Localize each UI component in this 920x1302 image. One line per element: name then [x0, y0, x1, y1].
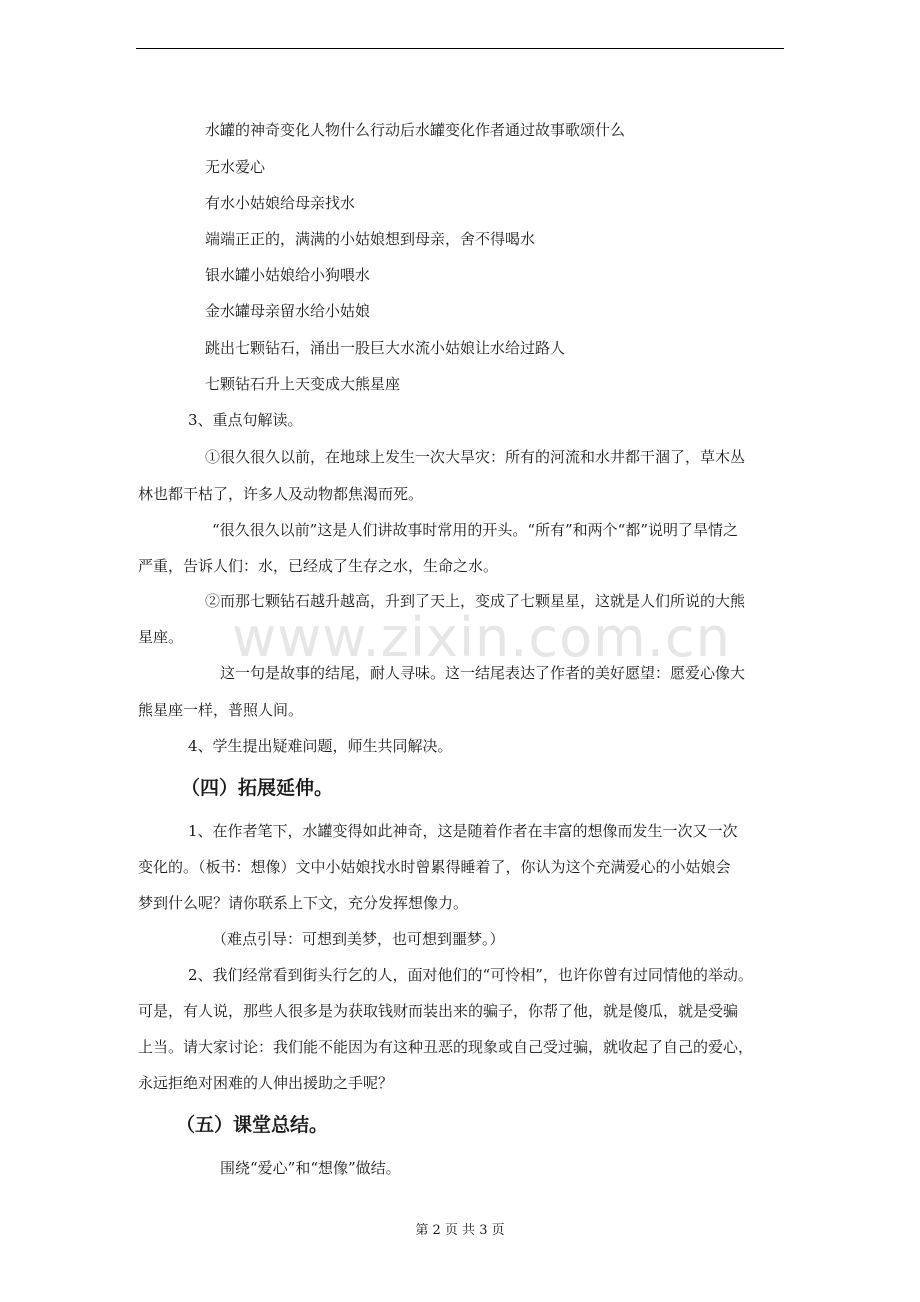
- text-line: 3、重点句解读。: [188, 411, 303, 429]
- text-line: 星座。: [138, 628, 184, 646]
- text-line: 端端正正的，满满的小姑娘想到母亲，舍不得喝水: [205, 230, 536, 248]
- text-line: 围绕“爱心”和“想像”做结。: [220, 1159, 401, 1177]
- text-line: 可是，有人说，那些人很多是为获取钱财而装出来的骗子，你帮了他，就是傻瓜，就是受骗: [138, 1002, 739, 1020]
- text-line: 1、在作者笔下，水罐变得如此神奇，这是随着作者在丰富的想像而发生一次又一次: [188, 822, 738, 840]
- text-line: ②而那七颗钻石越升越高，升到了天上，变成了七颗星星，这就是人们所说的大熊: [205, 592, 746, 610]
- text-line: 上当。请大家讨论：我们能不能因为有这种丑恶的现象或自己受过骗，就收起了自己的爱心，: [138, 1038, 754, 1056]
- text-line: （难点引导：可想到美梦，也可想到噩梦。）: [212, 930, 505, 948]
- text-line: 熊星座一样，普照人间。: [138, 701, 304, 719]
- text-line: 金水罐母亲留水给小姑娘: [205, 302, 371, 320]
- text-line: 七颗钻石升上天变成大熊星座: [205, 375, 401, 393]
- watermark: www.zixin.com.cn: [232, 606, 731, 669]
- text-line: 严重，告诉人们：水，已经成了生存之水，生命之水。: [138, 557, 499, 575]
- text-line: 2、我们经常看到街头行乞的人，面对他们的“可怜相”，也许你曾有过同情他的举动。: [188, 966, 753, 984]
- text-line: ①很久很久以前，在地球上发生一次大旱灾：所有的河流和水井都干涸了，草木丛: [205, 448, 746, 466]
- text-line: 无水爱心: [205, 158, 266, 176]
- text-line: 梦到什么呢？请你联系上下文，充分发挥想像力。: [138, 894, 469, 912]
- text-line: 4、学生提出疑难问题，师生共同解决。: [188, 737, 453, 755]
- section-heading: （五）课堂总结。: [176, 1114, 329, 1136]
- text-line: 变化的。（板书：想像）文中小姑娘找水时曾累得睡着了，你认为这个充满爱心的小姑娘会: [138, 858, 731, 876]
- text-line: 林也都干枯了，许多人及动物都焦渴而死。: [138, 485, 424, 503]
- text-line: “很久很久以前”这是人们讲故事时常用的开头。“所有”和两个“都”说明了旱情之: [212, 521, 739, 539]
- header-rule: [136, 48, 784, 49]
- text-line: 水罐的神奇变化人物什么行动后水罐变化作者通过故事歌颂什么: [205, 121, 626, 139]
- text-line: 有水小姑娘给母亲找水: [205, 194, 356, 212]
- text-line: 跳出七颗钻石，涌出一股巨大水流小姑娘让水给过路人: [205, 339, 566, 357]
- section-heading: （四）拓展延伸。: [181, 777, 334, 799]
- page-footer: 第 2 页 共 3 页: [415, 1223, 505, 1238]
- text-line: 永远拒绝对困难的人伸出援助之手呢？: [138, 1074, 394, 1092]
- text-line: 这一句是故事的结尾，耐人寻味。这一结尾表达了作者的美好愿望：愿爱心像大: [220, 664, 746, 682]
- text-line: 银水罐小姑娘给小狗喂水: [205, 266, 371, 284]
